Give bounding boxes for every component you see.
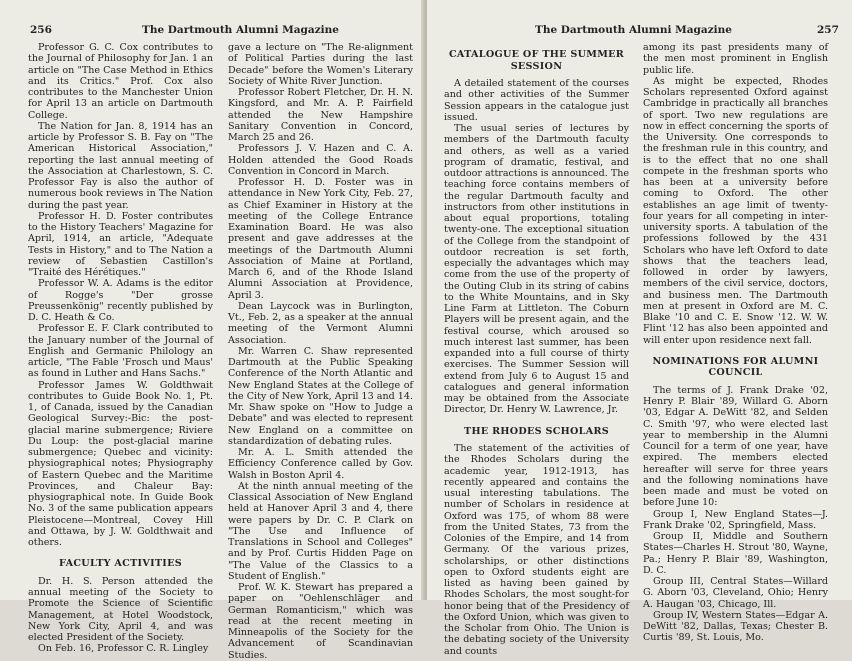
paragraph: Professor James W. Goldthwait contributes to Guide Book No. 1, Pt. 1, of Canada, issued by the Canadian Geological Survey:-Bic: the post-glacial marine submergence; Riviere Du Loup: the post-glacial marine submergence; Quebec and vicinity: physiographical notes; Physiography of Eastern Quebec and the Maritime Provinces, and Chaleur Bay: physiographical note. In Guide Book No. 3 of the same publication appears Pleistocene—Montreal, Covey Hill and Ottawa, by J. W. Goldthwait and others. <box>28 379 213 548</box>
paragraph: The statement of the activities of the Rhodes Scholars during the academic year, 1912-1913, has recently appeared and contains the usual interesting tabulations. The number of Scholars in residence at Oxford was 175, of whom 88 were from the United States, 73 from the Colonies of the Empire, and 14 from Germany. Of the various prizes, scholarships, or other distinctions open to Oxford students eight are listed as having been gained by Rhodes Scholars, the most sought-for honor being that of the Presidency of the Oxford Union, which was given to the Scholar from Ohio. The Union is the debating society of the University and counts <box>444 443 629 657</box>
section-heading-rhodes-scholars: THE RHODES SCHOLARS <box>464 425 609 437</box>
paragraph: Group I, New England States—J. Frank Drake '02, Springfield, Mass. <box>643 508 828 531</box>
paragraph: Professor H. D. Foster contributes to the History Teachers' Magazine for April, 1914, an article, "Adequate Tests in History," and to The Nation a review of Sebastien Castillon's "Traité des Hérétiques." <box>28 210 213 278</box>
paragraph: Professors J. V. Hazen and C. A. Holden attended the Good Roads Convention in Concord in March. <box>228 143 413 177</box>
left-column-2 <box>228 42 413 661</box>
paragraph: A detailed statement of the courses and other activities of the Summer Session appears in the catalogue just issued. <box>444 78 629 123</box>
paragraph: Mr. A. L. Smith attended the Efficiency Conference called by Gov. Walsh in Boston April 4. <box>228 447 413 481</box>
paragraph: gave a lecture on "The Re-alignment of Political Parties during the last Decade" before the Women's Literary Society of White River Junction. <box>228 42 413 87</box>
paragraph: Professor Robert Fletcher, Dr. H. N. Kingsford, and Mr. A. P. Fairfield attended the New Hampshire Sanitary Convention in Concord, March 25 and 26. <box>228 87 413 143</box>
section-heading-faculty-activities: FACULTY ACTIVITIES <box>59 558 182 570</box>
paragraph: Professor G. C. Cox contributes to the Journal of Philosophy for Jan. 1 an article on "The Case Method in Ethics and its Critics." Prof. Cox also contributes to the Manchester Union for April 13 an article on Dartmouth College. <box>28 42 213 121</box>
paragraph: The Nation for Jan. 8, 1914 has an article by Professor S. B. Fay on "The American Historical Association," reporting the last annual meeting of the Association at Charlestown, S. C. Professor Fay is also the author of numerous book reviews in The Nation during the past year. <box>28 120 213 211</box>
paragraph: As might be expected, Rhodes Scholars represented Oxford against Cambridge in practically all branches of sport. Two new regulations are now in effect concerning the sports of the University. One corresponds to the freshman rule in this country, and is to the effect that no one shall compete in the freshman sports who has been at a university before coming to Oxford. The other establishes an age limit of twenty-four years for all competing in inter-university sports. A tabulation of the professions followed by the 431 Scholars who have left Oxford to date shows that the teachers lead, followed in order by lawyers, members of the civil service, doctors, and business men. The Dartmouth men at present in Oxford are M. C. Blake '10 and C. E. Snow '12. W. W. Flint '12 has also been appointed and will enter upon residence next fall. <box>643 75 828 346</box>
paragraph: among its past presidents many of the men most prominent in English public life. <box>643 42 828 76</box>
section-heading-nominations: NOMINATIONS FOR ALUMNI COUNCIL <box>652 355 819 379</box>
paragraph: Professor H. D. Foster was in attendance in New York City, Feb. 27, as Chief Examiner in History at the meeting of the College Entrance Examination Board. He was also present and gave addresses at the meetings of the Dartmouth Alumni Association of Maine at Portland, March 6, and of the Rhode Island Alumni Association at Providence, April 3. <box>228 177 413 301</box>
paragraph: Group III, Central States—Willard G. Aborn '03, Cleveland, Ohio; Henry A. Haugan '03, Chicago, Ill. <box>643 576 828 610</box>
paragraph: Group II, Middle and Southern States—Charles H. Strout '80, Wayne, Pa.; Henry P. Blair '89, Washington, D. C. <box>643 531 828 576</box>
paragraph: Group IV, Western States—Edgar A. DeWitt '82, Dallas, Texas; Chester B. Curtis '89, St. Louis, Mo. <box>643 609 828 644</box>
right-column-2 <box>643 42 828 644</box>
paragraph: Prof. W. K. Stewart has prepared a paper on "Oehlenschläger and German Romanticism," which was read at the recent meeting in Minneapolis of the Society for the Advancement of Scandinavian Studies. <box>228 582 413 661</box>
left-page <box>0 0 425 661</box>
page-number: 257 <box>817 24 839 36</box>
section-heading-summer-session: CATALOGUE OF THE SUMMER SESSION <box>448 49 624 72</box>
running-title: The Dartmouth Alumni Magazine <box>142 24 339 36</box>
right-page <box>427 0 852 657</box>
paragraph: Professor E. F. Clark contributed to the January number of the Journal of English and Germanic Philology an article, "The Fable 'Frosch und Maus' as found in Luther and Hans Sachs." <box>28 323 213 380</box>
running-title: The Dartmouth Alumni Magazine <box>535 24 732 36</box>
page-number: 256 <box>30 24 52 36</box>
paragraph: On Feb. 16, Professor C. R. Lingley <box>38 643 209 655</box>
right-column-1 <box>444 42 629 657</box>
paragraph: Dean Laycock was in Burlington, Vt., Feb. 2, as a speaker at the annual meeting of the Vermont Alumni Association. <box>228 300 413 346</box>
paragraph: Dr. H. S. Person attended the annual meeting of the Society to Promote the Science of Scientific Management, at Hotel Woodstock, New York City, April 4, and was elected President of the Society. <box>28 575 213 643</box>
left-column-1 <box>28 42 213 655</box>
paragraph: Mr. Warren C. Shaw represented Dartmouth at the Public Speaking Conference of the North Atlantic and New England States at the College of the City of New York, April 13 and 14. Mr. Shaw spoke on "How to Judge a Debate" and was elected to represent New England on a committee on standardization of debating rules. <box>228 345 413 447</box>
paragraph: Professor W. A. Adams is the editor of Rogge's "Der grosse Preussenkönig" recently published by D. C. Heath & Co. <box>28 278 213 323</box>
paragraph: At the ninth annual meeting of the Classical Association of New England held at Hanover April 3 and 4, there were papers by Dr. C. P. Clark on "The Use and Influence of Translations in School and Colleges" and by Prof. Curtis Hidden Page on "The Value of the Classics to a Student of English." <box>228 480 413 582</box>
paragraph: The usual series of lectures by members of the Dartmouth faculty and others, as well as a varied program of dramatic, festival, and outdoor attractions is announced. The teaching force contains members of the regular Dartmouth faculty and instructors from other institutions in about equal proportions, totaling twenty-one. The exceptional situation of the College from the standpoint of outdoor recreation is set forth, especially the advantages which may come from the use of the property of the Outing Club in its string of cabins to the White Mountains, and in Sky Line Farm at Littleton. The Coburn Players will be present again, and the festival course, which aroused so much interest last summer, has been expanded into a full course of thirty exercises. The Summer Session will extend from July 6 to August 15 and catalogues and general information may be obtained from the Associate Director, Dr. Henry W. Lawrence, Jr. <box>444 123 629 416</box>
paragraph: The terms of J. Frank Drake '02, Henry P. Blair '89, Willard G. Aborn '03, Edgar A. DeWitt '82, and Selden C. Smith '97, who were elected last year to membership in the Alumni Council for a term of one year, have expired. The members elected hereafter will serve for three years and the following nominations have been made and must be voted on before June 10: <box>643 384 828 509</box>
